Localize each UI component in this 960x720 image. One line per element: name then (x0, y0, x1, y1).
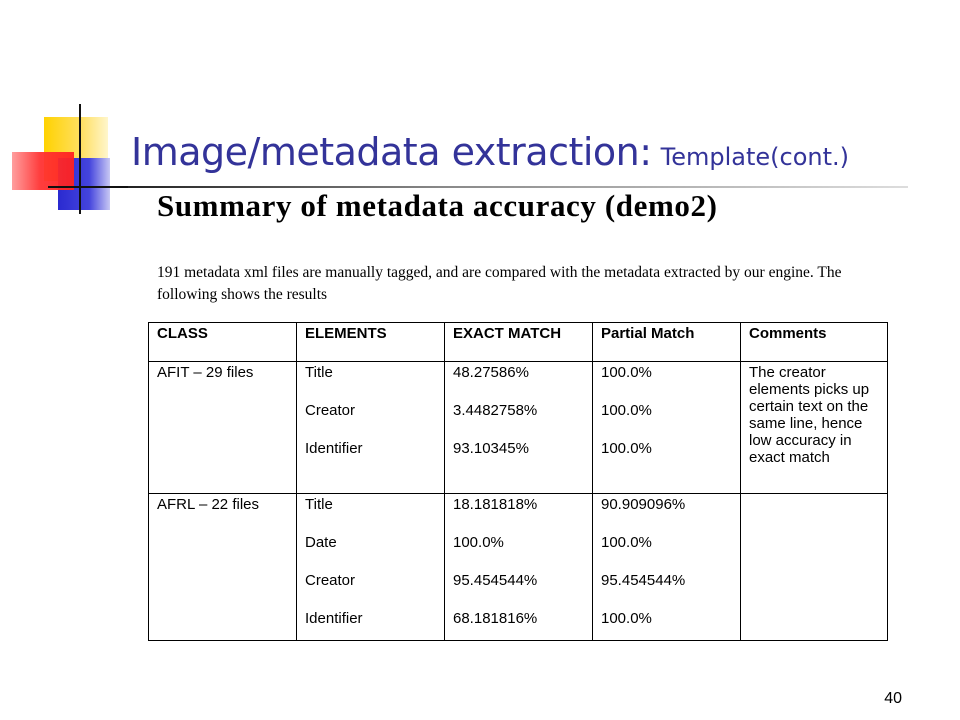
results-table (148, 322, 888, 641)
header-partial-match: Partial Match (593, 323, 741, 362)
partial-value: 100.0% (601, 402, 652, 419)
header-comments: Comments (741, 323, 888, 362)
partial-value: 100.0% (601, 610, 652, 627)
logo-red-square (12, 152, 74, 190)
element-value: Identifier (305, 440, 363, 457)
slide-title-main: Image/metadata extraction: (131, 130, 652, 174)
partial-value: 95.454544% (601, 572, 686, 589)
partial-value: 90.909096% (601, 496, 686, 513)
cell-elements (297, 494, 445, 641)
cell-exact-match (445, 362, 593, 494)
cell-exact-match (445, 494, 593, 641)
slide-logo-graphic (0, 0, 140, 230)
cell-class: AFIT – 29 files (149, 362, 297, 494)
header-exact-match: EXACT MATCH (445, 323, 593, 362)
exact-value: 100.0% (453, 534, 504, 551)
page-number: 40 (884, 690, 902, 707)
exact-value: 93.10345% (453, 440, 529, 457)
summary-heading: Summary of metadata accuracy (demo2) (157, 188, 718, 223)
cell-comments: The creator elements picks up certain text on the same line, hence low accuracy in exact match (741, 362, 888, 494)
partial-value: 100.0% (601, 440, 652, 457)
cell-comments (741, 494, 888, 641)
exact-value: 3.4482758% (453, 402, 538, 419)
slide-title-sub: Template(cont.) (660, 143, 850, 171)
element-value: Date (305, 534, 337, 551)
exact-value: 95.454544% (453, 572, 538, 589)
table-row (149, 494, 888, 641)
slide-title (131, 130, 849, 174)
logo-vertical-line (79, 104, 81, 214)
table-row (149, 362, 888, 494)
table-header-row (149, 323, 888, 362)
partial-value: 100.0% (601, 364, 652, 381)
summary-intro: 191 metadata xml files are manually tagged, and are compared with the metadata extracted by our engine. The following shows the results (157, 264, 842, 303)
cell-partial-match (593, 362, 741, 494)
partial-value: 100.0% (601, 534, 652, 551)
element-value: Identifier (305, 610, 363, 627)
element-value: Creator (305, 572, 356, 589)
exact-value: 68.181816% (453, 610, 538, 627)
cell-partial-match (593, 494, 741, 641)
element-value: Title (305, 364, 333, 381)
header-elements: ELEMENTS (297, 323, 445, 362)
cell-class: AFRL – 22 files (149, 494, 297, 641)
element-value: Creator (305, 402, 356, 419)
element-value: Title (305, 496, 333, 513)
cell-elements (297, 362, 445, 494)
exact-value: 18.181818% (453, 496, 538, 513)
header-class: CLASS (149, 323, 297, 362)
exact-value: 48.27586% (453, 364, 529, 381)
